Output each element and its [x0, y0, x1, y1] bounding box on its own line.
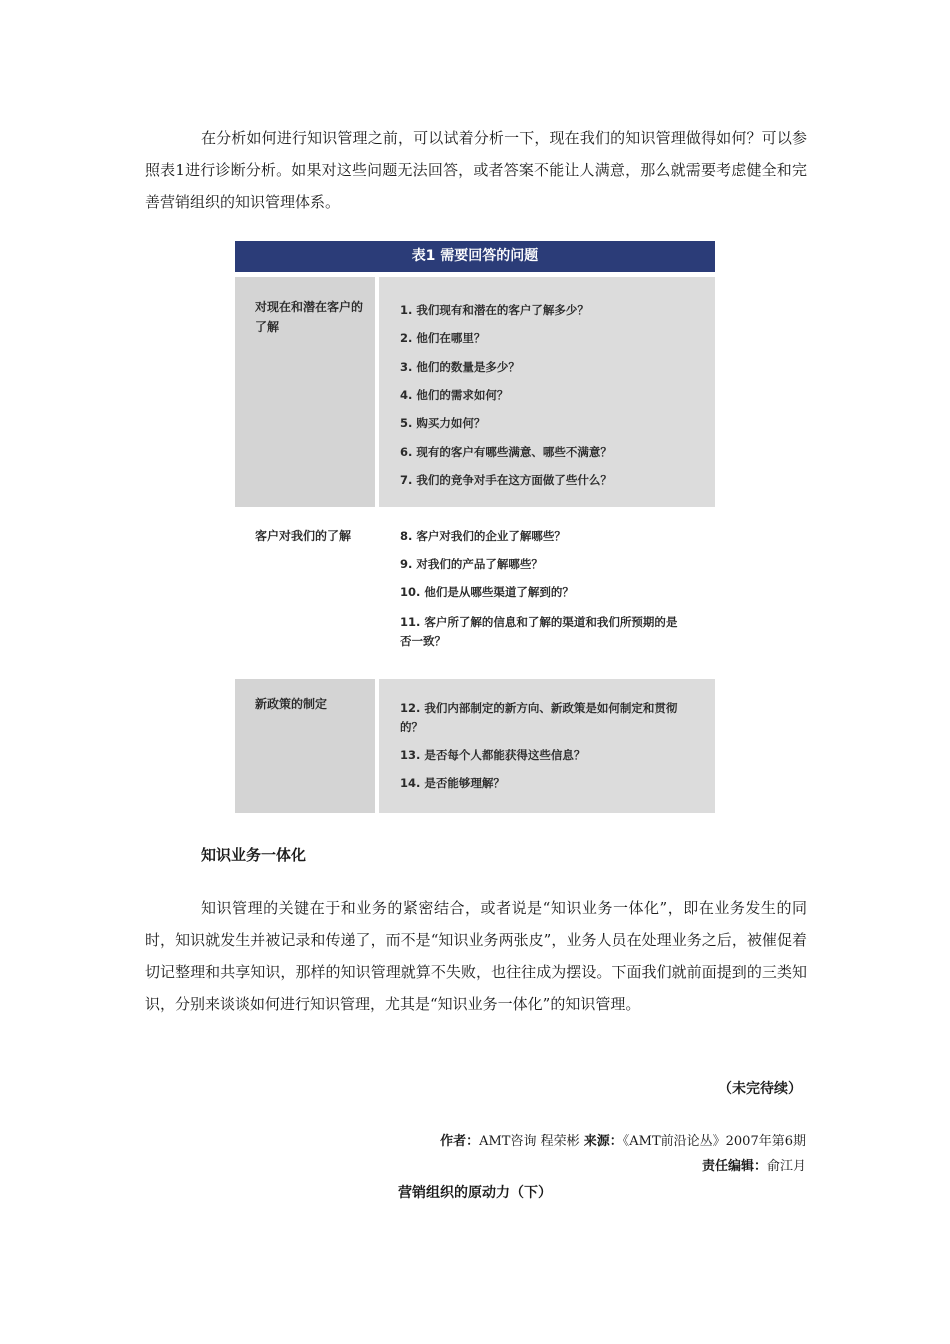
row-label: 对现在和潜在客户的了解 [255, 300, 364, 334]
questions-table [235, 241, 715, 813]
question-item: 7. 我们的竞争对手在这方面做了些什么？ [400, 473, 612, 487]
article-title: 营销组织的原动力（下） [398, 1185, 552, 1201]
question-item: 4. 他们的需求如何？ [400, 388, 509, 402]
to-be-continued: （未完待续） [718, 1081, 802, 1097]
question-item: 11. 客户所了解的信息和了解的渠道和我们所预期的是否一致？ [400, 615, 678, 648]
question-item: 14. 是否能够理解？ [400, 776, 505, 790]
credit-line-editor [702, 1155, 806, 1179]
question-item: 8. 客户对我们的企业了解哪些？ [400, 529, 566, 543]
source-value: 《AMT前沿论丛》2007年第6期 [622, 1134, 806, 1149]
editor-value: 俞江月 [766, 1159, 806, 1174]
question-item: 13. 是否每个人都能获得这些信息？ [400, 748, 586, 762]
question-item: 6. 现有的客户有哪些满意、哪些不满意？ [400, 445, 612, 459]
author-value: AMT咨询 程荣彬 [479, 1134, 580, 1149]
intro-paragraph: 在分析如何进行知识管理之前，可以试着分析一下，现在我们的知识管理做得如何？可以参照表1进行诊断分析。如果对这些问题无法回答，或者答案不能让人满意，那么就需要考虑健全和完善营销组织的知识管理体系。 [145, 129, 807, 211]
source-label: 来源： [583, 1134, 623, 1149]
author-label: 作者： [440, 1134, 480, 1149]
section-heading: 知识业务一体化 [201, 846, 307, 864]
editor-label: 责任编辑： [701, 1159, 767, 1174]
body-paragraph: 知识管理的关键在于和业务的紧密结合，或者说是“知识业务一体化”，即在业务发生的同时，知识就发生并被记录和传递了，而不是“知识业务两张皮”，业务人员在处理业务之后，被催促着切记整理和共享知识，那样的知识管理就算不失败，也往往成为摆设。下面我们就前面提到的三类知识，分别来谈谈如何进行知识管理，尤其是“知识业务一体化”的知识管理。 [145, 899, 807, 1013]
table-title: 表1 需要回答的问题 [235, 241, 715, 272]
question-item: 3. 他们的数量是多少？ [400, 360, 520, 374]
question-item: 12. 我们内部制定的新方向、新政策是如何制定和贯彻的？ [400, 701, 678, 734]
credit-line-author-source [440, 1130, 806, 1154]
question-item: 9. 对我们的产品了解哪些？ [400, 557, 543, 571]
row-label: 客户对我们的了解 [255, 529, 352, 543]
question-item: 10. 他们是从哪些渠道了解到的？ [400, 585, 574, 599]
question-item: 2. 他们在哪里？ [400, 331, 486, 345]
question-item: 5. 购买力如何？ [400, 416, 486, 430]
row-label: 新政策的制定 [255, 697, 328, 711]
question-item: 1. 我们现有和潜在的客户了解多少？ [400, 303, 589, 317]
